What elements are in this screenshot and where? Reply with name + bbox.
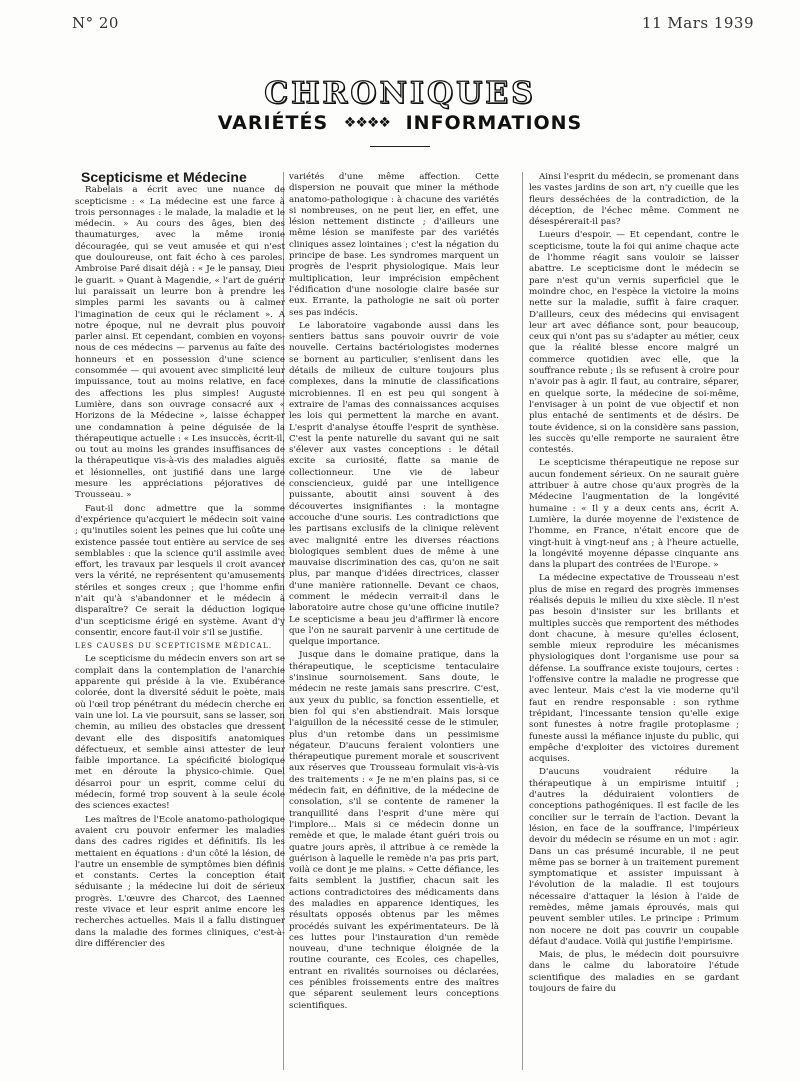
subtitle-right: INFORMATIONS	[405, 112, 583, 134]
column-divider	[522, 172, 523, 1070]
subtitle-left: VARIÉTÉS	[217, 112, 329, 134]
paragraph: D'aucuns voudraient réduire la thérapeutique à un empirisme intuitif ; d'autres la déduiraient volontiers de conceptions pathogéniques. Il est facile de les concilier sur le terrain de l'action. Devant la lésion, en face de la souffrance, l'impérieux devoir du médecin se résume en un mot : agir. Dans un cas présumé incurable, il ne peut même pas se borner à un traitement purement symptomatique et assister impuissant à l'évolution de la maladie. Il est toujours nécessaire d'attaquer la lésion à l'aide de remèdes, même jamais éprouvés, mais qui peuvent sembler utiles. Le principe : Primum non nocere ne doit pas couvrir un coupable défaut d'audace. Voilà qui justifie l'empirisme.	[529, 767, 739, 947]
masthead-title: CHRONIQUES	[264, 76, 536, 111]
issue-date: 11 Mars 1939	[642, 14, 754, 32]
paragraph: Mais, de plus, le médecin doit poursuivre dans le calme du laboratoire l'étude scientifique des maladies en se gardant toujours de faire du	[529, 950, 739, 995]
paragraph: Jusque dans le domaine pratique, dans la thérapeutique, le scepticisme tentaculaire s'insinue sournoisement. Sans doute, le médecin ne reste jamais sans prescrire. C'est, aux yeux du public, sa fonction essentielle, et bien fol qui s'en abstiendrait. Mais lorsque l'aiguillon de la nécessité cesse de le stimuler, plus d'un retombe dans un pessimisme négateur. D'aucuns feraient volontiers une thérapeutique purement morale et souscrivent aux réserves que Trousseau formulait vis-à-vis des traitements : « Je ne m'en plains pas, si ce médecin fait, en définitive, de la médecine de consolation, s'il se contente de ramener la tranquillité dans l'esprit d'une mère qui l'implore... Mais si ce médecin donne un remède et que, le malade étant guéri trois ou quatre jours après, il attribue à ce remède la guérison à laquelle le remède n'a pas pris part, voilà ce dont je me plains. » Cette défiance, les faits semblent la justifier, chacun sait les actions contradictoires des médicaments dans des maladies en apparence identiques, les résultats opposés obtenus par les mêmes procédés suivant les expérimentateurs. De là ces luttes pour l'instauration d'un remède nouveau, d'une technique éloignée de la routine courante, ces Ecoles, ces chapelles, entrant en rivalités sournoises ou déclarées, ces pénibles froissements entre des maîtres que séparent seulement leurs conceptions scientifiques.	[289, 650, 499, 1011]
title-rule	[370, 146, 430, 147]
masthead-subtitle	[0, 112, 800, 134]
column-3	[529, 172, 739, 1070]
article-title: Scepticisme et Médecine	[81, 172, 247, 185]
paragraph: La médecine expectative de Trousseau n'est plus de mise en regard des progrès immenses réalisés depuis le milieu du xixe siècle. Il n'est pas besoin d'insister sur les brillants et multiples succès que remportent des méthodes dont chacune, à mesure qu'elles éclosent, semble mieux reproduire les mécanismes physiologiques dont l'organisme use pour sa défense. La souffrance existe toujours, certes : l'offensive contre la maladie ne progresse que avec lenteur. Mais c'est la vie moderne qu'il faut en rendre responsable : son rythme trépidant, l'incessante tension qu'elle exige sont funestes à notre fragile protoplasme ; funeste aussi la méfiance injuste du public, qui empêche d'exploiter des victoires durement acquises.	[529, 573, 739, 765]
paragraph: Lueurs d'espoir. — Et cependant, contre le scepticisme, toute la foi qui anime chaque acte de l'homme réagit sans vouloir se laisser abattre. Le scepticisme dont le médecin se pare n'est qu'un vernis superficiel que le moindre choc, en l'espèce la victoire la moins nette sur la maladie, suffit à faire craquer. D'ailleurs, ceux des médecins qui envisagent leur art avec défiance sont, pour beaucoup, ceux qui n'ont pas su s'adapter au métier, ceux que la réalité blesse encore malgré un commerce quotidien avec elle, que la souffrance rebute ; ils se refusent à croire pour n'avoir pas à agir. Il faut, au contraire, séparer, en quelque sorte, la médecine de soi-même, l'envisager à un point de vue objectif et non plus entaché de sentiments et de désirs. De toute évidence, si on la considère sans passion, les succès qu'elle remporte ne sauraient être contestés.	[529, 230, 739, 456]
paragraph: Faut-il donc admettre que la somme d'expérience qu'acquiert le médecin soit vaine ; qu'inutiles soient les peines que lui coûte une existence passée tout entière au service de ses semblables : que la science qu'il assimile avec effort, les travaux par lesquels il croit avancer vers la vérité, ne représentent qu'amusements stériles et songes creux ; que l'homme enfin n'ait qu'à s'abandonner et le médecin à disparaître? Ce serait la déduction logique d'un scepticisme érigé en système. Avant d'y consentir, encore faut-il voir s'il se justifie.	[75, 503, 285, 638]
paragraph: Le scepticisme thérapeutique ne repose sur aucun fondement sérieux. On ne saurait guère attribuer à autre chose qu'aux progrès de la Médecine l'augmentation de la longévité humaine : « Il y a deux cents ans, écrit A. Lumière, la durée moyenne de l'existence de l'homme, en France, n'était encore que de vingt-huit à vingt-neuf ans ; à l'heure actuelle, la longévité moyenne dépasse cinquante ans dans la plupart des contrées de l'Europe. »	[529, 458, 739, 571]
paragraph: Les maîtres de l'Ecole anatomo-pathologique avaient cru pouvoir enfermer les maladies dans des cadres rigides et définitifs. Ils les mettaient en équations : d'un côté la lésion, de l'autre un ensemble de symptômes bien définis et constants. Certes la conception était séduisante ; la médecine lui doit de sérieux progrès. L'œuvre des Charcot, des Laennec reste vivace et leur esprit anime encore les recherches actuelles. Mais il a fallu distinguer dans la maladie des formes cliniques, c'est-à-dire différencier des	[75, 814, 285, 949]
issue-number: N° 20	[72, 14, 119, 32]
section-subhead: LES CAUSES DU SCEPTICISME MÉDICAL.	[75, 642, 273, 651]
paragraph: Le scepticisme du médecin envers son art se complait dans la contemplation de l'anarchie apparente qui préside à la vie. Exubérance colorée, dont la diversité séduit le poète, mais où l'œil trop pénétrant du médecin cherche en vain une loi. La vie poursuit, sans se lasser, son chemin, au milieu des obstacles que dressent devant elle des dispositifs anatomiques défectueux, et semble ainsi attester de leur faible importance. La spécificité biologique met en déroute la physico-chimie. Quel désarroi pour un esprit, comme celui du médecin, formé trop souvent à la seule école des sciences exactes!	[75, 654, 285, 812]
column-1	[75, 172, 285, 1070]
paragraph: Rabelais a écrit avec une nuance de scepticisme : « La médecine est une farce à trois personnages : le malade, la maladie et le médecin. » Au cours des âges, bien des thaumaturges, avec la même ironie découragée, qui se veut amusée et qui n'est que douloureuse, ont fait écho à ces paroles. Ambroise Paré disait déjà : « Je le pansay, Dieu le guarit. » Quant à Magendie, « l'art de guérir lui paraissait un leurre bon à prendre les simples parmi les savants ou à calmer l'imagination de ceux qui le réclament ». A notre époque, nul ne devrait plus pouvoir parler ainsi. Et cependant, combien en voyons-nous de ces médecins — parvenus au faîte des honneurs et en possession d'une science consommée — qui avouent avec simplicité leur impuissance, tout au moins relative, en face des affections les plus simples! Auguste Lumière, dans son ouvrage consacré aux « Horizons de la Médecine », laisse échapper une condamnation à peine déguisée de la thérapeutique actuelle : « Les insuccès, écrit-il, ou tout au moins les grandes insuffisances de la thérapeutique vis-à-vis des maladies aiguës et lésionnelles, ont justifié dans une large mesure les appréciations péjoratives de Trousseau. »	[75, 185, 285, 501]
paragraph: Ainsi l'esprit du médecin, se promenant dans les vastes jardins de son art, n'y cueille que les fleurs desséchées de la contradiction, de la déception, de l'échec même. Comment ne désespérerait-il pas?	[529, 172, 739, 228]
paragraph: variétés d'une même affection. Cette dispersion ne pouvait que miner la méthode anatomo-pathologique : à chacune des variétés si nombreuses, on ne peut lier, en effet, une lésion nettement distincte ; d'ailleurs une même lésion se manifeste par des variétés cliniques assez lointaines ; c'est la négation du principe de base. Les syndromes marquent un progrès de l'esprit physiologique. Mais leur multiplication, leur imprécision empêchent l'édification d'une nosologie claire basée sur eux. Errante, la pathologie ne sait où porter ses pas indécis.	[289, 172, 499, 318]
column-2	[289, 172, 499, 1070]
paragraph: Le laboratoire vagabonde aussi dans les sentiers battus sans pouvoir ouvrir de voie nouvelle. Certains bactériologistes modernes se bornent au particulier, s'enlisent dans les détails de milieux de culture toujours plus complexes, dans la minutie de classifications microbiennes. Il en est peu qui songent à extraire de l'amas des connaissances acquises les lois qui permettent la marche en avant. L'esprit d'analyse étouffe l'esprit de synthèse. C'est la pente naturelle du savant qui ne sait s'élever aux vastes conceptions : le détail excite sa curiosité, flatte sa manie de collectionneur. Une vie de labeur consciencieux, guidé par une intelligence puissante, aboutit ainsi souvent à des découvertes insignifiantes : la montagne accouche d'une souris. Les contradictions que les partisans exclusifs de la clinique relèvent avec malignité entre les diverses réactions biologiques semblent dues de même à une mauvaise discrimination des cas, qu'on ne sait plus, par manque d'idées directrices, classer d'une manière rationnelle. Devant ce chaos, comment le médecin verrait-il dans le laboratoire autre chose qu'une officine inutile? Le scepticisme a beau jeu d'affirmer là encore que l'on ne saurait parvenir à une certitude de quelque importance.	[289, 320, 499, 648]
ornament-icon: ❖❖❖❖	[343, 115, 390, 131]
